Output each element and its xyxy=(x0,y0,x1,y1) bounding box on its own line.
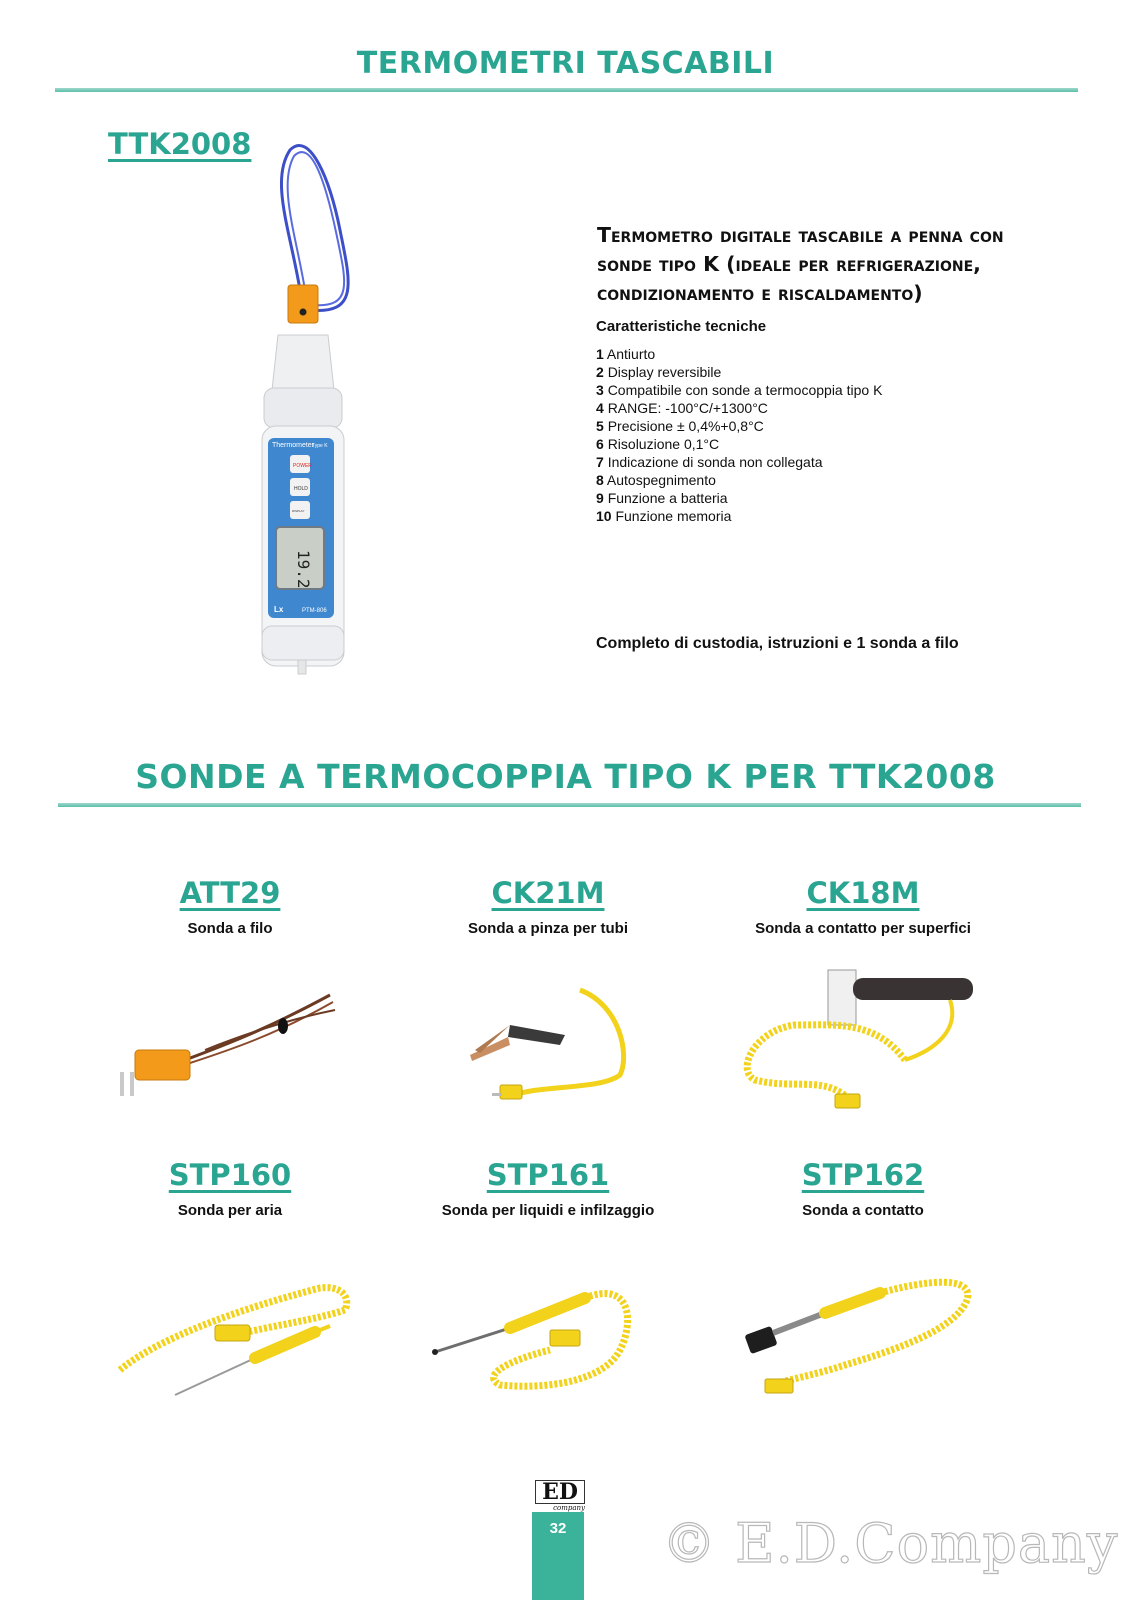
stp162-image xyxy=(745,1275,980,1410)
spec-item: 6 Risoluzione 0,1°C xyxy=(596,436,720,452)
probe-stp161 xyxy=(378,1158,718,1219)
product-headline: Termometro digitale tascabile a penna con sonde tipo K (ideale per refrigerazione, condizionamento e riscaldamento) xyxy=(597,223,1004,305)
ck21m-image xyxy=(460,975,640,1115)
spec-item: 5 Precisione ± 0,4%+0,8°C xyxy=(596,418,764,434)
watermark: © E.D.Company xyxy=(662,1512,1119,1575)
product-model[interactable]: TTK2008 xyxy=(108,127,252,161)
probes-rule xyxy=(58,803,1081,807)
spec-item: 1 Antiurto xyxy=(596,346,656,362)
probe-code[interactable]: ATT29 xyxy=(179,876,281,910)
att29-image xyxy=(115,990,345,1120)
svg-text:HOLD: HOLD xyxy=(294,486,308,492)
page-number: 32 xyxy=(549,1520,567,1537)
probe-desc: Sonda per liquidi e infilzaggio xyxy=(441,1202,655,1219)
svg-text:Type K: Type K xyxy=(312,443,328,449)
product-description xyxy=(597,221,1057,308)
spec-item: 2 Display reversibile xyxy=(596,364,722,380)
spec-item: 4 RANGE: -100°C/+1300°C xyxy=(596,400,768,416)
package-note: Completo di custodia, istruzioni e 1 sonda a filo xyxy=(596,635,959,652)
probe-code[interactable]: CK21M xyxy=(491,876,605,910)
svg-text:POWER: POWER xyxy=(293,463,312,469)
probe-desc: Sonda per aria xyxy=(177,1202,283,1219)
svg-text:Lx: Lx xyxy=(274,605,284,614)
probe-att29 xyxy=(60,876,400,937)
spec-item: 9 Funzione a batteria xyxy=(596,490,728,506)
spec-item: 3 Compatibile con sonde a termocoppia tipo K xyxy=(596,382,883,398)
probe-code[interactable]: STP161 xyxy=(486,1158,610,1192)
probe-desc: Sonda a contatto xyxy=(802,1202,924,1219)
probe-desc: Sonda a pinza per tubi xyxy=(467,920,628,937)
probe-desc: Sonda a contatto per superfici xyxy=(755,920,971,937)
ed-logo: ED company xyxy=(535,1480,585,1512)
svg-text:DISPLAY: DISPLAY xyxy=(292,509,305,513)
header-rule xyxy=(55,88,1078,92)
svg-text:19.2: 19.2 xyxy=(294,550,313,589)
probe-ck21m xyxy=(378,876,718,937)
probes-section-title: SONDE A TERMOCOPPIA TIPO K PER TTK2008 xyxy=(135,757,996,796)
spec-item: 8 Autospegnimento xyxy=(596,472,716,488)
thermometer-image xyxy=(250,140,380,700)
stp161-image xyxy=(430,1280,640,1410)
page-number-tab xyxy=(532,1512,584,1600)
svg-text:PTM-806: PTM-806 xyxy=(302,608,327,614)
stp160-image xyxy=(115,1280,355,1420)
ck18m-image xyxy=(735,960,985,1130)
probe-code[interactable]: STP162 xyxy=(801,1158,925,1192)
probe-ck18m xyxy=(693,876,1033,937)
spec-item: 10 Funzione memoria xyxy=(596,508,732,524)
page-title: TERMOMETRI TASCABILI xyxy=(356,46,775,81)
spec-item: 7 Indicazione di sonda non collegata xyxy=(596,454,823,470)
probe-code[interactable]: STP160 xyxy=(168,1158,292,1192)
probe-stp160 xyxy=(60,1158,400,1219)
probe-desc: Sonda a filo xyxy=(187,920,273,937)
probe-stp162 xyxy=(693,1158,1033,1219)
specs-list xyxy=(596,345,1056,525)
svg-text:Thermometer: Thermometer xyxy=(272,442,315,449)
specs-heading: Caratteristiche tecniche xyxy=(596,318,767,335)
probe-code[interactable]: CK18M xyxy=(806,876,920,910)
